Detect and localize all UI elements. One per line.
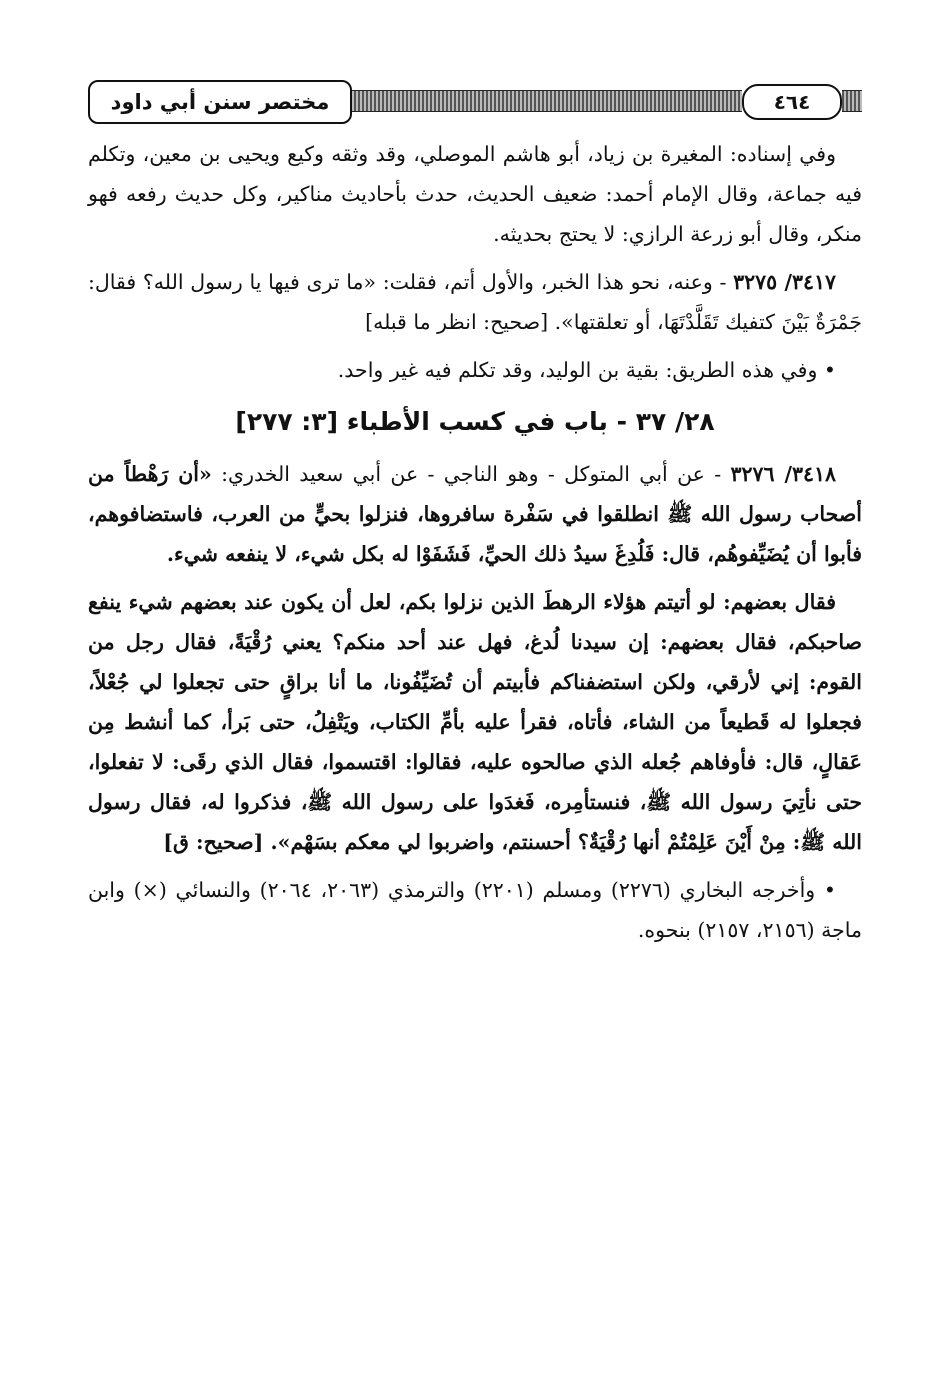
page-number: ٤٦٤ (742, 84, 842, 120)
hadith-number: ٣٤١٨/ ٣٢٧٦ (730, 462, 837, 486)
hadith-number: ٣٤١٧/ ٣٢٧٥ (733, 270, 837, 294)
book-page (88, 80, 862, 950)
isnad-remark: • وفي هذه الطريق: بقية بن الوليد، وقد تكلم فيه غير واحد. (88, 350, 862, 390)
paragraph-isnad-note: وفي إسناده: المغيرة بن زياد، أبو هاشم الموصلي، وقد وثقه وكيع ويحيى بن معين، وتكلم فيه جماعة، وقال الإمام أحمد: ضعيف الحديث، حدث بأحاديث مناكير، وكل حديث رفعه فهو منكر، وقال أبو زرعة الرازي: لا يحتج بحديثه. (88, 142, 862, 246)
header-ornament-edge (842, 90, 862, 112)
header-ornament-band (346, 90, 742, 112)
hadith-3418 (88, 454, 862, 574)
running-title: مختصر سنن أبي داود (88, 80, 352, 124)
page-header (88, 80, 862, 124)
hadith-chain: - عن أبي المتوكل - وهو الناجي - عن أبي سعيد الخدري: (211, 462, 731, 486)
hadith-3418-continued: فقال بعضهم: لو أتيتم هؤلاء الرهطَ الذين نزلوا بكم، لعل أن يكون عند بعضهم شيء ينفع صاحبكم، فقال بعضهم: إن سيدنا لُدغ، فهل عند أحد منكم؟ يعني رُقْيَةً، فقال رجل من القوم: إني لأرقي، ولكن استضفناكم فأبيتم أن تُضَيِّفُونا، ما أنا براقٍ حتى تجعلوا لي جُعْلاً، فجعلوا له قَطيعاً من الشاء، فأتاه، فقرأ عليه بأمِّ الكتاب، ويَتْفِلُ، حتى بَرأ، كما أنشط مِن عَقالٍ، قال: فأوفاهم جُعله الذي صالحوه عليه، فقالوا: اقتسموا، فقال الذي رقَى: لا تفعلوا، حتى نأتِيَ رسول الله ﷺ، فنستأمِره، فَغدَوا على رسول الله ﷺ، فذكروا له، فقال رسول الله ﷺ: مِنْ أَيْنَ عَلِمْتُمْ أنها رُقْيَةٌ؟ أحسنتم، واضربوا لي معكم بسَهْم». [صحيح: ق] (88, 590, 862, 854)
hadith-text: - وعنه، نحو هذا الخبر، والأول أتم، فقلت: «ما ترى فيها يا رسول الله؟ فقال: جَمْرَةٌ بَيْنَ كتفيك تَقَلَّدْتَهَا، أو تعلقتها». [صحيح: انظر ما قبله] (88, 270, 862, 334)
hadith-3417 (88, 262, 862, 342)
takhrij-note: • وأخرجه البخاري (٢٢٧٦) ومسلم (٢٢٠١) والترمذي (٢٠٦٣، ٢٠٦٤) والنسائي (×) وابن ماجة (٢١٥٦، ٢١٥٧) بنحوه. (88, 870, 862, 950)
chapter-heading: ٢٨/ ٣٧ - باب في كسب الأطباء [٣: ٢٧٧] (235, 407, 715, 436)
hadith-text: «أن رَهْطاً من أصحاب رسول الله ﷺ انطلقوا في سَفْرة سافروها، فنزلوا بحيٍّ من العرب، فاستضافوهم، فأبوا أن يُضَيِّفوهُم، قال: فَلُدِغَ سيدُ ذلك الحيِّ، فَشَفَوْا له بكل شيء، لا ينفعه شيء. (88, 462, 862, 566)
